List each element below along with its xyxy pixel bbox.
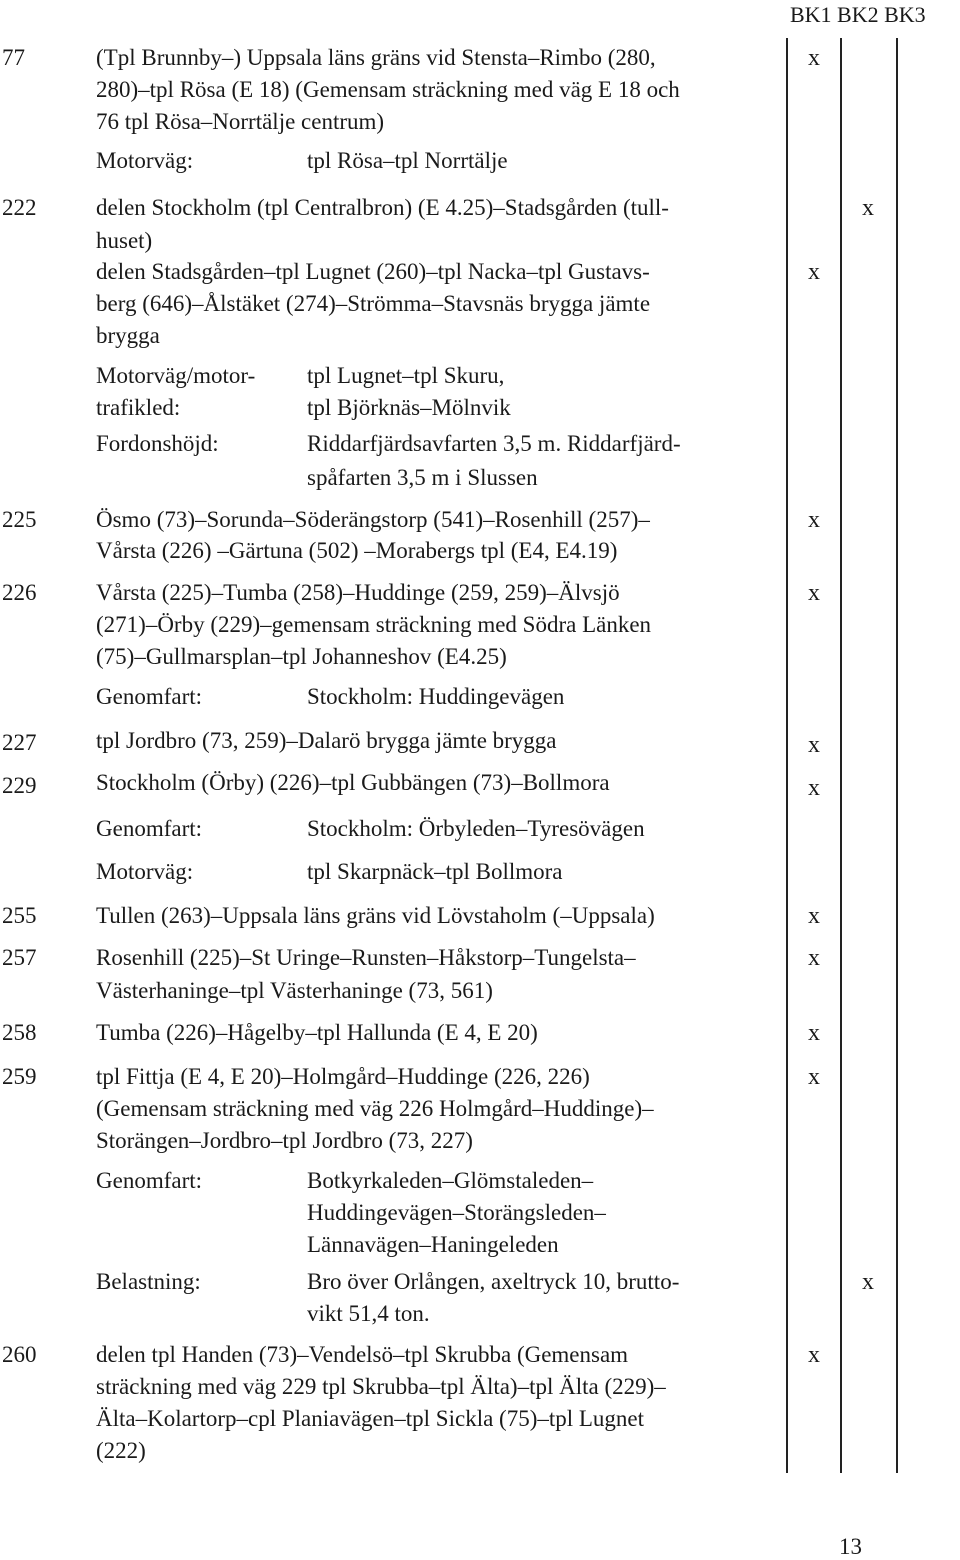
road-description-line: Vårsta (226) –Gärtuna (502) –Morabergs tpl (E4, E4.19) (96, 538, 618, 563)
road-description-line: (75)–Gullmarsplan–tpl Johanneshov (E4.25) (96, 644, 507, 669)
road-description-line: Vårsta (225)–Tumba (258)–Huddinge (259, 259)–Älvsjö (96, 580, 620, 605)
road-number: 259 (2, 1064, 37, 1089)
road-number: 260 (2, 1342, 37, 1367)
road-description-line: Stockholm (Örby) (226)–tpl Gubbängen (73)–Bollmora (96, 770, 610, 795)
road-description-line: Ösmo (73)–Sorunda–Söderängstorp (541)–Rosenhill (257)– (96, 507, 650, 532)
road-number: 257 (2, 945, 37, 970)
column-rule-3 (896, 38, 898, 1473)
road-number: 255 (2, 903, 37, 928)
column-rule-2 (840, 38, 842, 1473)
sub-label: Motorväg/motor- (96, 363, 256, 388)
road-description-line: delen Stadsgården–tpl Lugnet (260)–tpl Nacka–tpl Gustavs- (96, 259, 650, 284)
road-description-line: Rosenhill (225)–St Uringe–Runsten–Håkstorp–Tungelsta– (96, 945, 636, 970)
road-number: 222 (2, 195, 37, 220)
road-number: 226 (2, 580, 37, 605)
road-description-line: tpl Fittja (E 4, E 20)–Holmgård–Huddinge (226, 226) (96, 1064, 590, 1089)
sub-value: tpl Björknäs–Mölnvik (307, 395, 511, 420)
road-description-line: 280)–tpl Rösa (E 18) (Gemensam sträckning med väg E 18 och (96, 77, 680, 102)
road-description-line: sträckning med väg 229 tpl Skrubba–tpl Älta)–tpl Älta (229)– (96, 1374, 666, 1399)
sub-label: Motorväg: (96, 859, 194, 884)
road-number: 229 (2, 773, 37, 798)
bk1-mark: x (808, 903, 820, 929)
road-number: 77 (2, 45, 25, 70)
bk1-mark: x (808, 259, 820, 285)
road-description-line: (222) (96, 1438, 146, 1463)
sub-value: vikt 51,4 ton. (307, 1301, 430, 1326)
road-description-line: berg (646)–Ålstäket (274)–Strömma–Stavsnäs brygga jämte (96, 291, 651, 316)
bk1-mark: x (808, 507, 820, 533)
sub-value: tpl Lugnet–tpl Skuru, (307, 363, 505, 388)
road-description-line: brygga (96, 323, 160, 348)
road-description-line: delen tpl Handen (73)–Vendelsö–tpl Skrubba (Gemensam (96, 1342, 629, 1367)
road-description-line: Västerhaninge–tpl Västerhaninge (73, 561) (96, 978, 493, 1003)
road-number: 227 (2, 730, 37, 755)
road-description-line: Storängen–Jordbro–tpl Jordbro (73, 227) (96, 1128, 473, 1153)
sub-label: Genomfart: (96, 1168, 203, 1193)
bk1-mark: x (808, 1342, 820, 1368)
bk1-mark: x (808, 945, 820, 971)
sub-value: Bro över Orlången, axeltryck 10, brutto- (307, 1269, 680, 1294)
sub-label: Belastning: (96, 1269, 201, 1294)
bk1-mark: x (808, 45, 820, 71)
road-description-line: Älta–Kolartorp–cpl Planiavägen–tpl Sickla (75)–tpl Lugnet (96, 1406, 645, 1431)
road-number: 225 (2, 507, 37, 532)
sub-value: Huddingevägen–Storängsleden– (307, 1200, 606, 1225)
road-description-line: delen Stockholm (tpl Centralbron) (E 4.25)–Stadsgården (tull- (96, 195, 669, 220)
road-description-line: (271)–Örby (229)–gemensam sträckning med Södra Länken (96, 612, 652, 637)
road-description-line: (Tpl Brunnby–) Uppsala läns gräns vid Stensta–Rimbo (280, (96, 45, 656, 70)
sub-value: Riddarfjärdsavfarten 3,5 m. Riddarfjärd- (307, 431, 681, 456)
sub-label: Genomfart: (96, 684, 203, 709)
road-description-line: Tumba (226)–Hågelby–tpl Hallunda (E 4, E 20) (96, 1020, 538, 1045)
bk1-mark: x (808, 1020, 820, 1046)
column-rule-1 (786, 38, 788, 1473)
bk1-mark: x (808, 732, 820, 758)
road-description-line: Tullen (263)–Uppsala läns gräns vid Lövstaholm (–Uppsala) (96, 903, 655, 928)
road-number: 258 (2, 1020, 37, 1045)
sub-value: spåfarten 3,5 m i Slussen (307, 465, 538, 490)
bk2-mark: x (862, 1269, 874, 1295)
bk1-mark: x (808, 580, 820, 606)
sub-label: trafikled: (96, 395, 181, 420)
road-description-line: tpl Jordbro (73, 259)–Dalarö brygga jämte brygga (96, 728, 557, 753)
bk1-mark: x (808, 1064, 820, 1090)
sub-label: Genomfart: (96, 816, 203, 841)
sub-value: Botkyrkaleden–Glömstaleden– (307, 1168, 594, 1193)
road-description-line: (Gemensam sträckning med väg 226 Holmgård–Huddinge)– (96, 1096, 654, 1121)
page-number: 13 (839, 1534, 862, 1559)
sub-label: Fordonshöjd: (96, 431, 219, 456)
column-header: BK1 BK2 BK3 (790, 2, 926, 27)
sub-value: Stockholm: Örbyleden–Tyresövägen (307, 816, 645, 841)
sub-value: Lännavägen–Haningeleden (307, 1232, 559, 1257)
sub-value: tpl Rösa–tpl Norrtälje (307, 148, 508, 173)
road-description-line: 76 tpl Rösa–Norrtälje centrum) (96, 109, 385, 134)
bk2-mark: x (862, 195, 874, 221)
sub-value: Stockholm: Huddingevägen (307, 684, 565, 709)
road-description-line: huset) (96, 228, 153, 253)
bk1-mark: x (808, 775, 820, 801)
sub-value: tpl Skarpnäck–tpl Bollmora (307, 859, 563, 884)
sub-label: Motorväg: (96, 148, 194, 173)
